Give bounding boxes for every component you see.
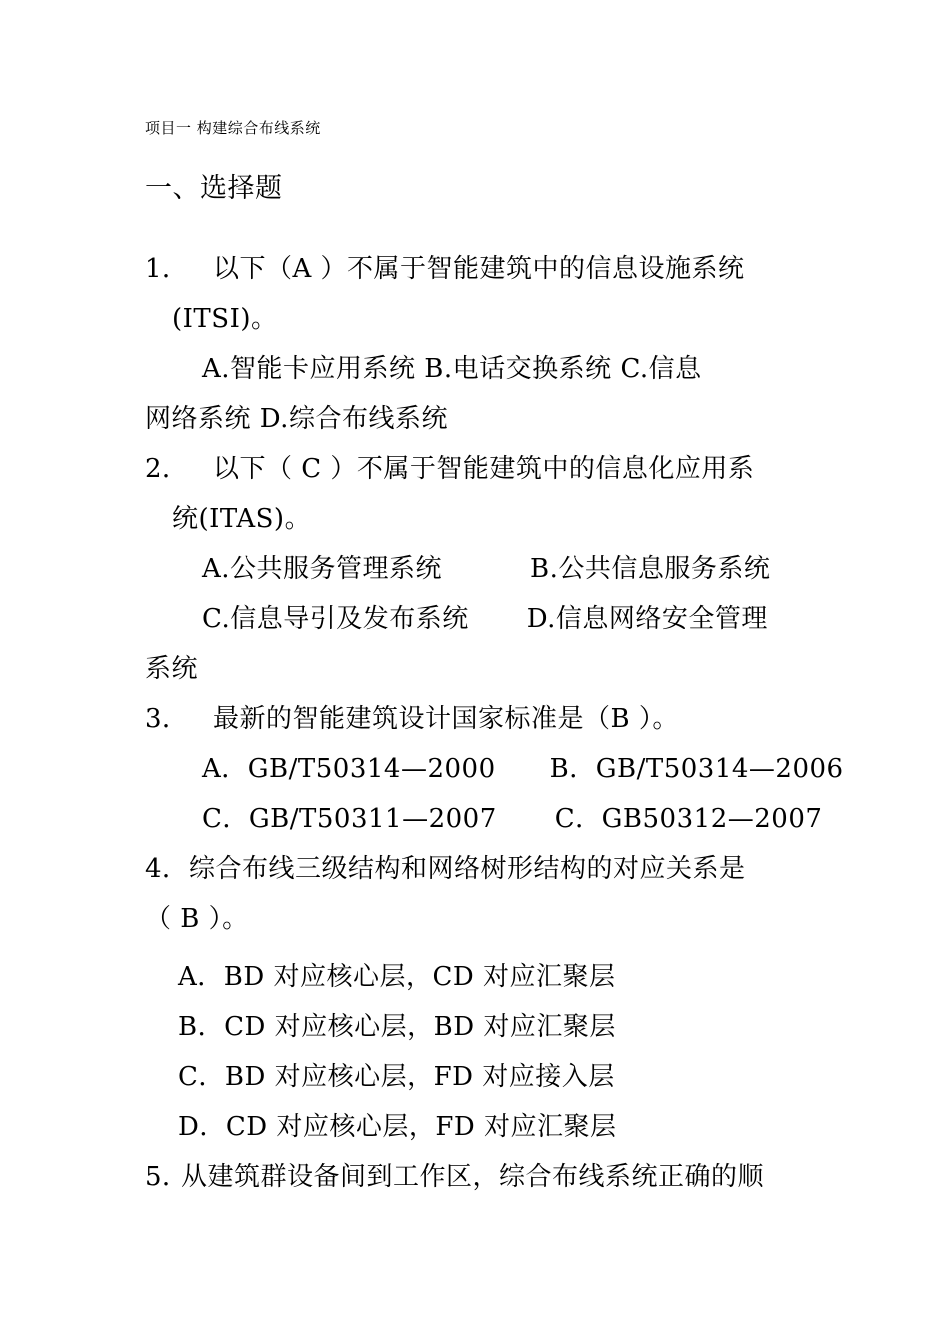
question-4-option-c: C．BD 对应核心层，FD 对应接入层 bbox=[178, 1062, 615, 1092]
question-1-line-2: (ITSI)。 bbox=[172, 304, 278, 334]
question-1-options-line-2: 网络系统 D.综合布线系统 bbox=[145, 404, 448, 434]
question-3-line-1 bbox=[145, 703, 810, 735]
question-1-text: 以下（A ）不属于智能建筑中的信息设施系统 bbox=[213, 254, 745, 284]
question-4-option-d: D．CD 对应核心层，FD 对应汇聚层 bbox=[178, 1112, 617, 1142]
question-3-option-d: C．GB50312—2007 bbox=[554, 804, 823, 834]
question-4-text: 综合布线三级结构和网络树形结构的对应关系是 bbox=[189, 854, 746, 884]
question-5-line-1 bbox=[145, 1161, 810, 1193]
question-3-text: 最新的智能建筑设计国家标准是（B ）。 bbox=[213, 704, 679, 734]
question-3-option-a: A．GB/T50314—2000 bbox=[202, 754, 496, 784]
question-2-option-a: A.公共服务管理系统 bbox=[202, 554, 443, 584]
question-2-line-2: 统(ITAS)。 bbox=[172, 504, 312, 534]
question-3-options-ab bbox=[202, 753, 844, 785]
question-3-number: 3． bbox=[145, 704, 189, 734]
question-2-option-c: C.信息导引及发布系统 bbox=[202, 604, 469, 634]
question-5-number: 5． bbox=[145, 1162, 189, 1192]
question-4-number: 4． bbox=[145, 854, 189, 884]
question-2-line-1 bbox=[145, 453, 810, 485]
question-3-options-cd bbox=[202, 803, 823, 835]
question-2-options-cd bbox=[202, 603, 810, 635]
question-3-option-b: B．GB/T50314—2006 bbox=[549, 754, 844, 784]
question-2-option-d: D.信息网络安全管理 bbox=[526, 604, 768, 634]
question-2-number: 2． bbox=[145, 454, 189, 484]
question-4-line-1 bbox=[145, 853, 810, 885]
question-5-text: 从建筑群设备间到工作区，综合布线系统正确的顺 bbox=[181, 1162, 765, 1192]
page-header: 项目一 构建综合布线系统 bbox=[145, 119, 321, 137]
question-4-option-b: B．CD 对应核心层，BD 对应汇聚层 bbox=[178, 1012, 616, 1042]
question-3-option-c: C．GB/T50311—2007 bbox=[202, 804, 497, 834]
question-1-options-line-1: A.智能卡应用系统 B.电话交换系统 C.信息 bbox=[202, 354, 702, 384]
question-2-text: 以下（ C ）不属于智能建筑中的信息化应用系 bbox=[213, 454, 755, 484]
question-1-line-1 bbox=[145, 253, 810, 285]
question-4-line-2: （ B ）。 bbox=[145, 904, 249, 934]
question-2-options-ab bbox=[202, 553, 810, 585]
question-2-option-b: B.公共信息服务系统 bbox=[530, 554, 771, 584]
question-4-option-a: A．BD 对应核心层，CD 对应汇聚层 bbox=[178, 962, 616, 992]
question-2-option-d-continued: 系统 bbox=[145, 654, 199, 684]
section-title: 一、选择题 bbox=[145, 173, 283, 204]
question-1-number: 1． bbox=[145, 254, 189, 284]
